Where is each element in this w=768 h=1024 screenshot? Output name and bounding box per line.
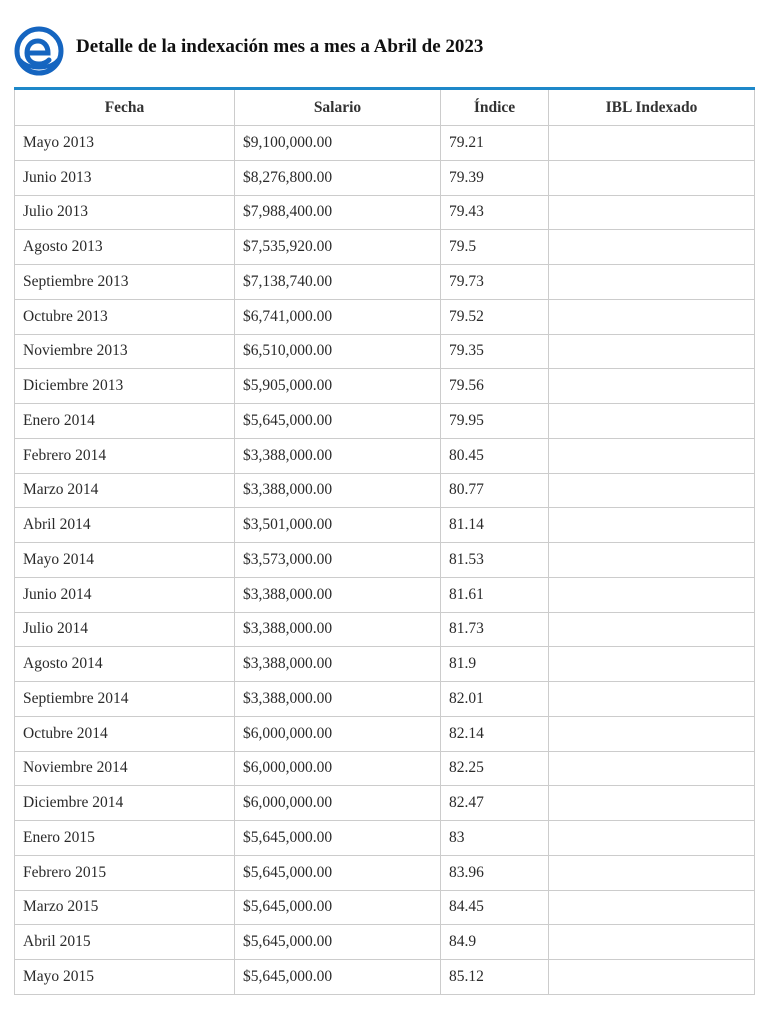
salario-cell: $3,388,000.00 [235, 577, 441, 612]
table-row [15, 126, 755, 161]
ibl-indexado-cell [549, 195, 755, 230]
salario-cell: $8,276,800.00 [235, 160, 441, 195]
ibl-indexado-cell [549, 508, 755, 543]
fecha-cell: Enero 2015 [15, 821, 235, 856]
table-row [15, 265, 755, 300]
fecha-cell: Noviembre 2014 [15, 751, 235, 786]
table-row [15, 577, 755, 612]
fecha-cell: Septiembre 2014 [15, 682, 235, 717]
salario-cell: $3,388,000.00 [235, 682, 441, 717]
indice-cell: 84.9 [441, 925, 549, 960]
salario-cell: $7,988,400.00 [235, 195, 441, 230]
ibl-indexado-cell [549, 126, 755, 161]
salario-cell: $3,501,000.00 [235, 508, 441, 543]
fecha-cell: Julio 2014 [15, 612, 235, 647]
indice-cell: 81.53 [441, 543, 549, 578]
indice-cell: 79.39 [441, 160, 549, 195]
ibl-indexado-cell [549, 334, 755, 369]
indice-cell: 79.5 [441, 230, 549, 265]
salario-cell: $6,000,000.00 [235, 716, 441, 751]
fecha-cell: Diciembre 2013 [15, 369, 235, 404]
column-header-indice: Índice [441, 89, 549, 126]
salario-cell: $5,905,000.00 [235, 369, 441, 404]
table-row [15, 160, 755, 195]
ibl-indexado-cell [549, 716, 755, 751]
e-circle-logo-icon [14, 26, 64, 76]
ibl-indexado-cell [549, 404, 755, 439]
ibl-indexado-cell [549, 612, 755, 647]
fecha-cell: Septiembre 2013 [15, 265, 235, 300]
ibl-indexado-cell [549, 786, 755, 821]
salario-cell: $7,535,920.00 [235, 230, 441, 265]
ibl-indexado-cell [549, 925, 755, 960]
indice-cell: 79.73 [441, 265, 549, 300]
fecha-cell: Mayo 2015 [15, 960, 235, 995]
table-row [15, 960, 755, 995]
fecha-cell: Mayo 2014 [15, 543, 235, 578]
salario-cell: $3,388,000.00 [235, 647, 441, 682]
table-row [15, 404, 755, 439]
salario-cell: $3,388,000.00 [235, 473, 441, 508]
indexation-table [14, 87, 755, 995]
table-header-row [15, 89, 755, 126]
table-row [15, 716, 755, 751]
indice-cell: 82.01 [441, 682, 549, 717]
ibl-indexado-cell [549, 577, 755, 612]
table-row [15, 195, 755, 230]
table-row [15, 299, 755, 334]
table-row [15, 612, 755, 647]
salario-cell: $5,645,000.00 [235, 821, 441, 856]
ibl-indexado-cell [549, 647, 755, 682]
page-header [14, 24, 754, 78]
ibl-indexado-cell [549, 890, 755, 925]
column-header-fecha: Fecha [15, 89, 235, 126]
table-row [15, 925, 755, 960]
fecha-cell: Abril 2014 [15, 508, 235, 543]
indice-cell: 79.95 [441, 404, 549, 439]
indice-cell: 82.25 [441, 751, 549, 786]
ibl-indexado-cell [549, 543, 755, 578]
table-row [15, 821, 755, 856]
indice-cell: 81.9 [441, 647, 549, 682]
salario-cell: $3,388,000.00 [235, 438, 441, 473]
fecha-cell: Noviembre 2013 [15, 334, 235, 369]
table-row [15, 334, 755, 369]
ibl-indexado-cell [549, 751, 755, 786]
indice-cell: 82.47 [441, 786, 549, 821]
salario-cell: $5,645,000.00 [235, 925, 441, 960]
salario-cell: $6,510,000.00 [235, 334, 441, 369]
table-row [15, 473, 755, 508]
salario-cell: $5,645,000.00 [235, 404, 441, 439]
fecha-cell: Junio 2014 [15, 577, 235, 612]
indice-cell: 85.12 [441, 960, 549, 995]
ibl-indexado-cell [549, 438, 755, 473]
fecha-cell: Agosto 2014 [15, 647, 235, 682]
fecha-cell: Junio 2013 [15, 160, 235, 195]
fecha-cell: Enero 2014 [15, 404, 235, 439]
salario-cell: $6,741,000.00 [235, 299, 441, 334]
table-row [15, 786, 755, 821]
fecha-cell: Febrero 2015 [15, 855, 235, 890]
indice-cell: 79.43 [441, 195, 549, 230]
indice-cell: 80.45 [441, 438, 549, 473]
salario-cell: $5,645,000.00 [235, 890, 441, 925]
table-row [15, 855, 755, 890]
fecha-cell: Marzo 2015 [15, 890, 235, 925]
table-body [15, 126, 755, 995]
table-row [15, 543, 755, 578]
ibl-indexado-cell [549, 299, 755, 334]
fecha-cell: Diciembre 2014 [15, 786, 235, 821]
fecha-cell: Julio 2013 [15, 195, 235, 230]
ibl-indexado-cell [549, 230, 755, 265]
salario-cell: $9,100,000.00 [235, 126, 441, 161]
ibl-indexado-cell [549, 369, 755, 404]
fecha-cell: Marzo 2014 [15, 473, 235, 508]
salario-cell: $6,000,000.00 [235, 751, 441, 786]
table-row [15, 682, 755, 717]
fecha-cell: Febrero 2014 [15, 438, 235, 473]
column-header-salario: Salario [235, 89, 441, 126]
indice-cell: 83 [441, 821, 549, 856]
ibl-indexado-cell [549, 265, 755, 300]
ibl-indexado-cell [549, 160, 755, 195]
ibl-indexado-cell [549, 821, 755, 856]
fecha-cell: Octubre 2013 [15, 299, 235, 334]
column-header-ibl-indexado: IBL Indexado [549, 89, 755, 126]
table-row [15, 751, 755, 786]
table-row [15, 230, 755, 265]
indice-cell: 82.14 [441, 716, 549, 751]
fecha-cell: Agosto 2013 [15, 230, 235, 265]
indice-cell: 81.61 [441, 577, 549, 612]
ibl-indexado-cell [549, 682, 755, 717]
salario-cell: $7,138,740.00 [235, 265, 441, 300]
table-row [15, 508, 755, 543]
salario-cell: $5,645,000.00 [235, 960, 441, 995]
indice-cell: 79.56 [441, 369, 549, 404]
fecha-cell: Octubre 2014 [15, 716, 235, 751]
salario-cell: $6,000,000.00 [235, 786, 441, 821]
ibl-indexado-cell [549, 473, 755, 508]
table-row [15, 647, 755, 682]
indice-cell: 81.73 [441, 612, 549, 647]
indice-cell: 79.52 [441, 299, 549, 334]
page-title: Detalle de la indexación mes a mes a Abril de 2023 [76, 36, 484, 57]
salario-cell: $3,388,000.00 [235, 612, 441, 647]
indice-cell: 79.35 [441, 334, 549, 369]
indice-cell: 79.21 [441, 126, 549, 161]
indice-cell: 84.45 [441, 890, 549, 925]
ibl-indexado-cell [549, 960, 755, 995]
indice-cell: 81.14 [441, 508, 549, 543]
indice-cell: 83.96 [441, 855, 549, 890]
salario-cell: $3,573,000.00 [235, 543, 441, 578]
indice-cell: 80.77 [441, 473, 549, 508]
salario-cell: $5,645,000.00 [235, 855, 441, 890]
table-row [15, 369, 755, 404]
ibl-indexado-cell [549, 855, 755, 890]
fecha-cell: Mayo 2013 [15, 126, 235, 161]
table-row [15, 890, 755, 925]
fecha-cell: Abril 2015 [15, 925, 235, 960]
table-row [15, 438, 755, 473]
